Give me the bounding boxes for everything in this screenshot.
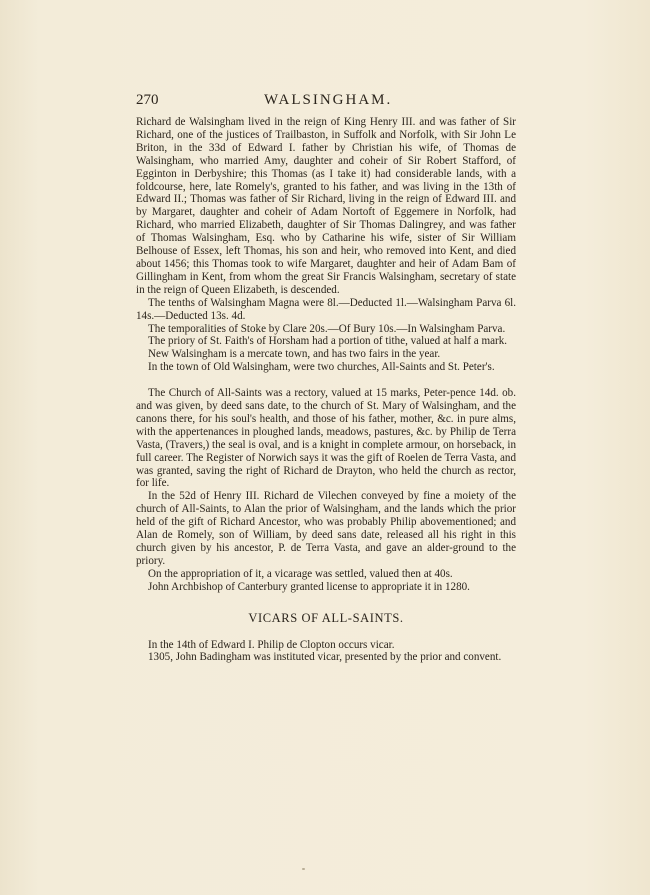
paragraph-lineage: Richard de Walsingham lived in the reign of King Henry III. and was father of Sir Richard, one of the justices of Trailbaston, in Suffolk and Norfolk, with Sir John Le Briton, in the 33d of Edward I. father by Christian his wife, of Thomas de Walsingham, who married Amy, daughter and coheir of Sir Robert Stafford, of Egginton in Derbyshire; this Thomas (as I take it) had considerable lands, with a foldcourse, here, late Romely's, granted to his father, and was living in the 13th of Edward II.; Thomas was father of Sir Richard, living in the reign of Edward III. and by Margaret, daughter and coheir of Adam Nortoft of Eggemere in Norfolk, had Richard, who married Elizabeth, daughter of Sir Thomas Dalingrey, and was father of Thomas Walsingham, Esq. who by Catharine his wife, sister of Sir William Belhouse of Essex, left Thomas, his son and heir, who removed into Kent, and died about 1456; this Thomas took to wife Margaret, daughter and heir of Adam Bam of Gillingham in Kent, from whom the great Sir Francis Walsingham, secretary of state in the reign of Queen Elizabeth, is descended.: [136, 116, 516, 296]
body-text: [136, 116, 516, 664]
running-head: WALSINGHAM.: [264, 92, 393, 108]
paragraph-priory: The priory of St. Faith's of Horsham had a portion of tithe, valued at half a mark.: [148, 335, 508, 348]
paragraph-church-all-saints: The Church of All-Saints was a rectory, valued at 15 marks, Peter-pence 14d. ob. and was given, by deed sans date, to the church of St. Mary of Walsingham, and the canons there, for his soul's health, and those of his father, mother, &c. in pure alms, with the appertenances in ploughed lands, meadows, pastures, &c. by Philip de Terra Vasta, (Travers,) the seal is oval, and is a knight in complete armour, on horseback, in full career. The Register of Norwich says it was the gift of Roelen de Terra Vasta, and was granted, saving the right of Richard de Drayton, who held the church as rector, for life.: [136, 387, 516, 490]
paragraph-archbishop: John Archbishop of Canterbury granted license to appropriate it in 1280.: [148, 580, 470, 593]
page-number: 270: [136, 92, 159, 108]
paper-speck: [302, 868, 305, 870]
vicar-entry: In the 14th of Edward I. Philip de Clopton occurs vicar.: [148, 638, 395, 651]
page-header: [136, 92, 516, 112]
vicar-entry: 1305, John Badingham was instituted vicar, presented by the prior and convent.: [148, 651, 502, 664]
paragraph-fine-moiety: In the 52d of Henry III. Richard de Vilechen conveyed by fine a moiety of the church of All-Saints, to Alan the prior of Walsingham, and the lands which the prior held of the gift of Richard Ancestor, who was probably Philip abovementioned; and Alan de Romely, son of William, by deed sans date, released all his right in this church given by his ancestor, P. de Terra Vasta, and gave an alder-ground to the priory.: [136, 490, 516, 567]
section-heading: VICARS OF ALL-SAINTS.: [248, 610, 404, 625]
paragraph-tenths: The tenths of Walsingham Magna were 8l.—Deducted 1l.—Walsingham Parva 6l. 14s.—Deducted 13s. 4d.: [136, 296, 516, 322]
paragraph-gap: [136, 374, 516, 387]
paragraph-temporalities: The temporalities of Stoke by Clare 20s.—Of Bury 10s.—In Walsingham Parva.: [148, 322, 506, 335]
paragraph-vicarage: On the appropriation of it, a vicarage was settled, valued then at 40s.: [148, 567, 453, 580]
paragraph-two-churches: In the town of Old Walsingham, were two churches, All-Saints and St. Peter's.: [148, 361, 495, 374]
paragraph-mercate-town: New Walsingham is a mercate town, and has two fairs in the year.: [148, 348, 441, 361]
